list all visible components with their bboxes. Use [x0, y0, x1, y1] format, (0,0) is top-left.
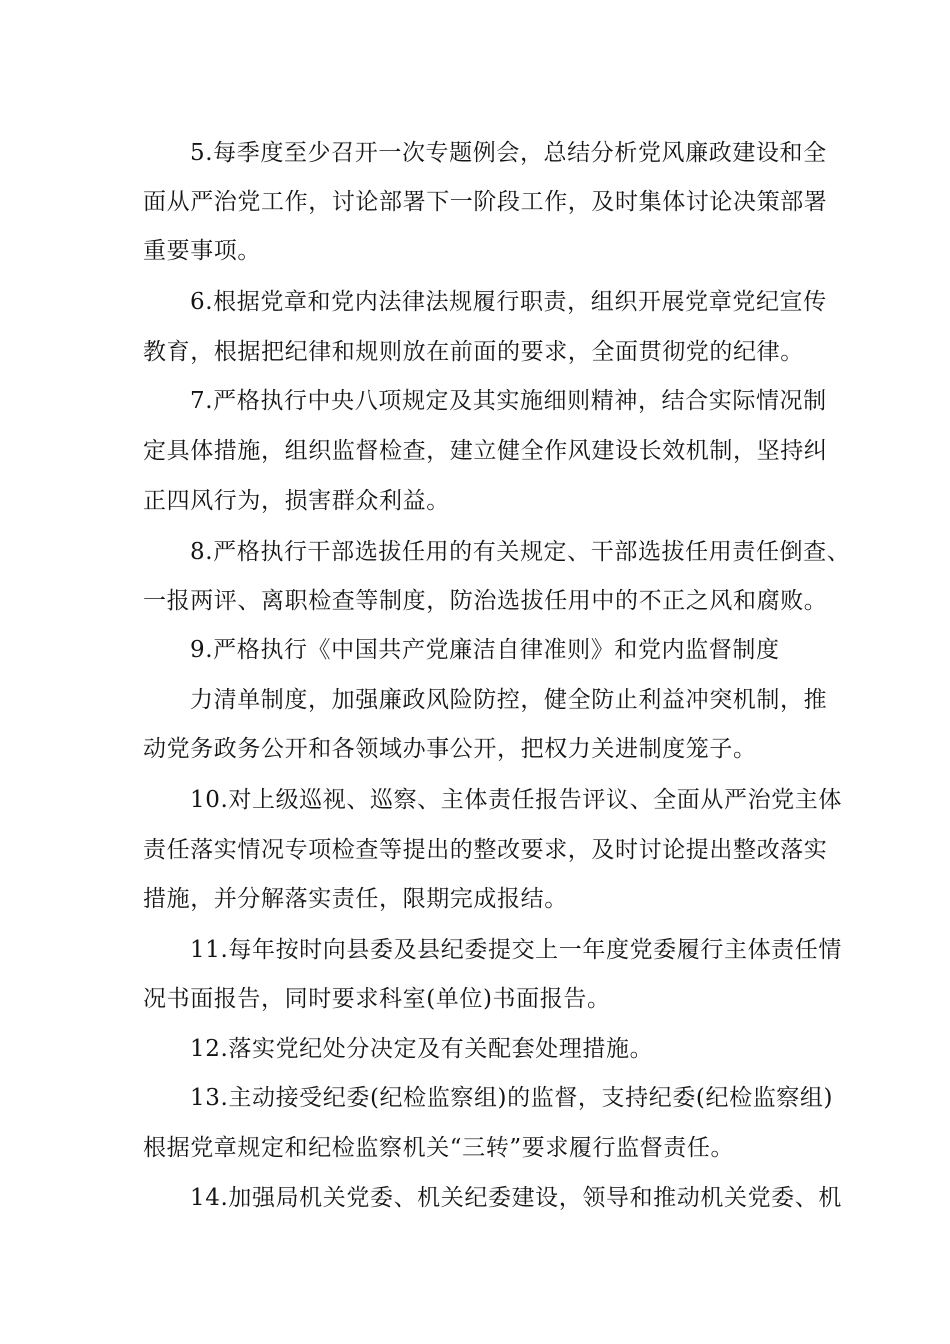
text-line: 13.主动接受纪委(纪检监察组)的监督，支持纪委(纪检监察组) — [190, 1085, 834, 1111]
text-line: 8.严格执行干部选拔任用的有关规定、干部选拔任用责任倒查、 — [190, 539, 851, 565]
text-line: 6.根据党章和党内法律法规履行职责，组织开展党章党纪宣传 — [190, 289, 827, 315]
text-line: 正四风行为，损害群众利益。 — [143, 488, 450, 514]
text-line: 12.落实党纪处分决定及有关配套处理措施。 — [190, 1036, 654, 1062]
text-line: 9.严格执行《中国共产党廉洁自律准则》和党内监督制度 — [190, 637, 780, 663]
text-line: 面从严治党工作，讨论部署下一阶段工作，及时集体讨论决策部署 — [143, 189, 828, 215]
text-line: 重要事项。 — [143, 238, 261, 264]
text-line: 动党务政务公开和各领域办事公开，把权力关进制度笼子。 — [143, 736, 757, 762]
text-line: 11.每年按时向县委及县纪委提交上一年度党委履行主体责任情 — [190, 937, 842, 963]
text-line: 根据党章规定和纪检监察机关“三转”要求履行监督责任。 — [143, 1135, 735, 1161]
text-line: 教育，根据把纪律和规则放在前面的要求，全面贯彻党的纪律。 — [143, 339, 804, 365]
text-line: 7.严格执行中央八项规定及其实施细则精神，结合实际情况制 — [190, 388, 827, 414]
text-line: 定具体措施，组织监督检查，建立健全作风建设长效机制，坚持纠 — [143, 438, 828, 464]
text-line: 14.加强局机关党委、机关纪委建设，领导和推动机关党委、机 — [190, 1185, 842, 1211]
text-line: 况书面报告，同时要求科室(单位)书面报告。 — [143, 986, 611, 1012]
text-line: 10.对上级巡视、巡察、主体责任报告评议、全面从严治党主体 — [190, 787, 842, 813]
text-line: 一报两评、离职检查等制度，防治选拔任用中的不正之风和腐败。 — [143, 588, 828, 614]
text-line: 力清单制度，加强廉政风险防控，健全防止利益冲突机制，推 — [190, 687, 828, 713]
text-line: 措施，并分解落实责任，限期完成报结。 — [143, 886, 568, 912]
text-line: 责任落实情况专项检查等提出的整改要求，及时讨论提出整改落实 — [143, 837, 828, 863]
text-line: 5.每季度至少召开一次专题例会，总结分析党风廉政建设和全 — [190, 140, 827, 166]
